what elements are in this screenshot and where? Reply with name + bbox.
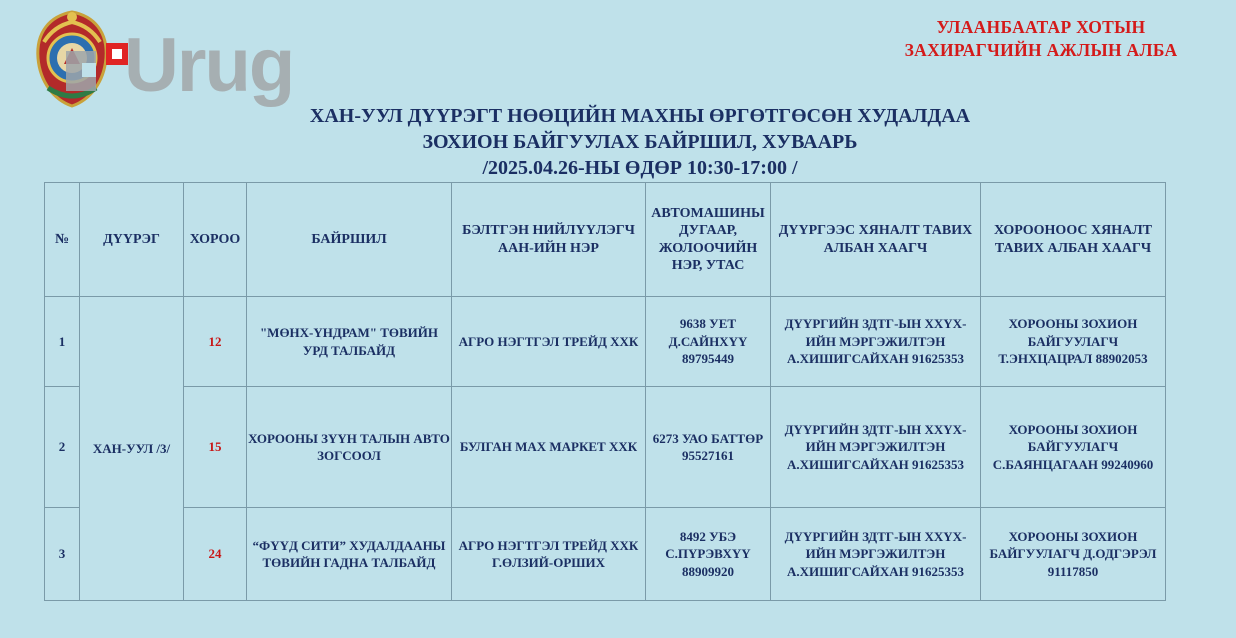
row-khoroo: 24 bbox=[184, 508, 247, 601]
organization-line-2: ЗАХИРАГЧИЙН АЖЛЫН АЛБА bbox=[904, 40, 1178, 60]
row-vehicle: 8492 УБЭ С.ПҮРЭВХҮҮ 88909920 bbox=[646, 508, 771, 601]
urug-logo-mark bbox=[62, 33, 128, 99]
row-no: 3 bbox=[45, 508, 80, 601]
header-location: БАЙРШИЛ bbox=[247, 183, 452, 297]
row-supplier: АГРО НЭГТГЭЛ ТРЕЙД ХХК bbox=[452, 297, 646, 387]
title-line-2: ЗОХИОН БАЙГУУЛАХ БАЙРШИЛ, ХУВААРЬ bbox=[422, 131, 858, 153]
urug-logo bbox=[62, 23, 294, 108]
district-cell: ХАН-УУЛ /3/ bbox=[80, 297, 184, 601]
row-khoroo: 12 bbox=[184, 297, 247, 387]
title-line-1: ХАН-УУЛ ДҮҮРЭГТ НӨӨЦИЙН МАХНЫ ӨРГӨТГӨСӨН ХУДАЛДАА bbox=[309, 105, 971, 127]
row-no: 1 bbox=[45, 297, 80, 387]
schedule-table bbox=[44, 182, 1166, 601]
row-location: ХОРООНЫ ЗҮҮН ТАЛЫН АВТО ЗОГСООЛ bbox=[247, 387, 452, 508]
header-supplier: БЭЛТГЭН НИЙЛҮҮЛЭГЧ ААН-ИЙН НЭР bbox=[452, 183, 646, 297]
row-supplier: АГРО НЭГТГЭЛ ТРЕЙД ХХК Г.ӨЛЗИЙ-ОРШИХ bbox=[452, 508, 646, 601]
title-line-3: /2025.04.26-НЫ ӨДӨР 10:30-17:00 / bbox=[482, 157, 798, 179]
row-supplier: БУЛГАН МАХ МАРКЕТ ХХК bbox=[452, 387, 646, 508]
header-district-officer: ДҮҮРГЭЭС ХЯНАЛТ ТАВИХ АЛБАН ХААГЧ bbox=[771, 183, 981, 297]
header-khoroo-officer: ХОРООНООС ХЯНАЛТ ТАВИХ АЛБАН ХААГЧ bbox=[981, 183, 1166, 297]
urug-logo-text: Urug bbox=[124, 23, 294, 108]
row-vehicle: 6273 УАО БАТТӨР 95527161 bbox=[646, 387, 771, 508]
table-row bbox=[45, 508, 1166, 601]
row-no: 2 bbox=[45, 387, 80, 508]
organization-name bbox=[876, 16, 1206, 62]
header-no: № bbox=[45, 183, 80, 297]
header-vehicle: АВТОМАШИНЫ ДУГААР, ЖОЛООЧИЙН НЭР, УТАС bbox=[646, 183, 771, 297]
header-district: ДҮҮРЭГ bbox=[80, 183, 184, 297]
row-khoroo-officer: ХОРООНЫ ЗОХИОН БАЙГУУЛАГЧ С.БАЯНЦАГААН 99240960 bbox=[981, 387, 1166, 508]
row-location: "МӨНХ-ҮНДРАМ" ТӨВИЙН УРД ТАЛБАЙД bbox=[247, 297, 452, 387]
row-khoroo-officer: ХОРООНЫ ЗОХИОН БАЙГУУЛАГЧ Т.ЭНХЦАЦРАЛ 88902053 bbox=[981, 297, 1166, 387]
table-row bbox=[45, 387, 1166, 508]
table-header-row bbox=[45, 183, 1166, 297]
organization-line-1: УЛААНБААТАР ХОТЫН bbox=[936, 17, 1146, 37]
row-location: “ФҮҮД СИТИ” ХУДАЛДААНЫ ТӨВИЙН ГАДНА ТАЛБАЙД bbox=[247, 508, 452, 601]
document-title bbox=[0, 103, 1236, 181]
row-district-officer: ДҮҮРГИЙН ЗДТГ-ЫН ХХҮХ-ИЙН МЭРГЭЖИЛТЭН А.ХИШИГСАЙХАН 91625353 bbox=[771, 387, 981, 508]
row-district-officer: ДҮҮРГИЙН ЗДТГ-ЫН ХХҮХ-ИЙН МЭРГЭЖИЛТЭН А.ХИШИГСАЙХАН 91625353 bbox=[771, 297, 981, 387]
table-row bbox=[45, 297, 1166, 387]
header-khoroo: ХОРОО bbox=[184, 183, 247, 297]
row-vehicle: 9638 УЕТ Д.САЙНХҮҮ 89795449 bbox=[646, 297, 771, 387]
row-district-officer: ДҮҮРГИЙН ЗДТГ-ЫН ХХҮХ-ИЙН МЭРГЭЖИЛТЭН А.ХИШИГСАЙХАН 91625353 bbox=[771, 508, 981, 601]
row-khoroo: 15 bbox=[184, 387, 247, 508]
row-khoroo-officer: ХОРООНЫ ЗОХИОН БАЙГУУЛАГЧ Д.ОДГЭРЭЛ 91117850 bbox=[981, 508, 1166, 601]
